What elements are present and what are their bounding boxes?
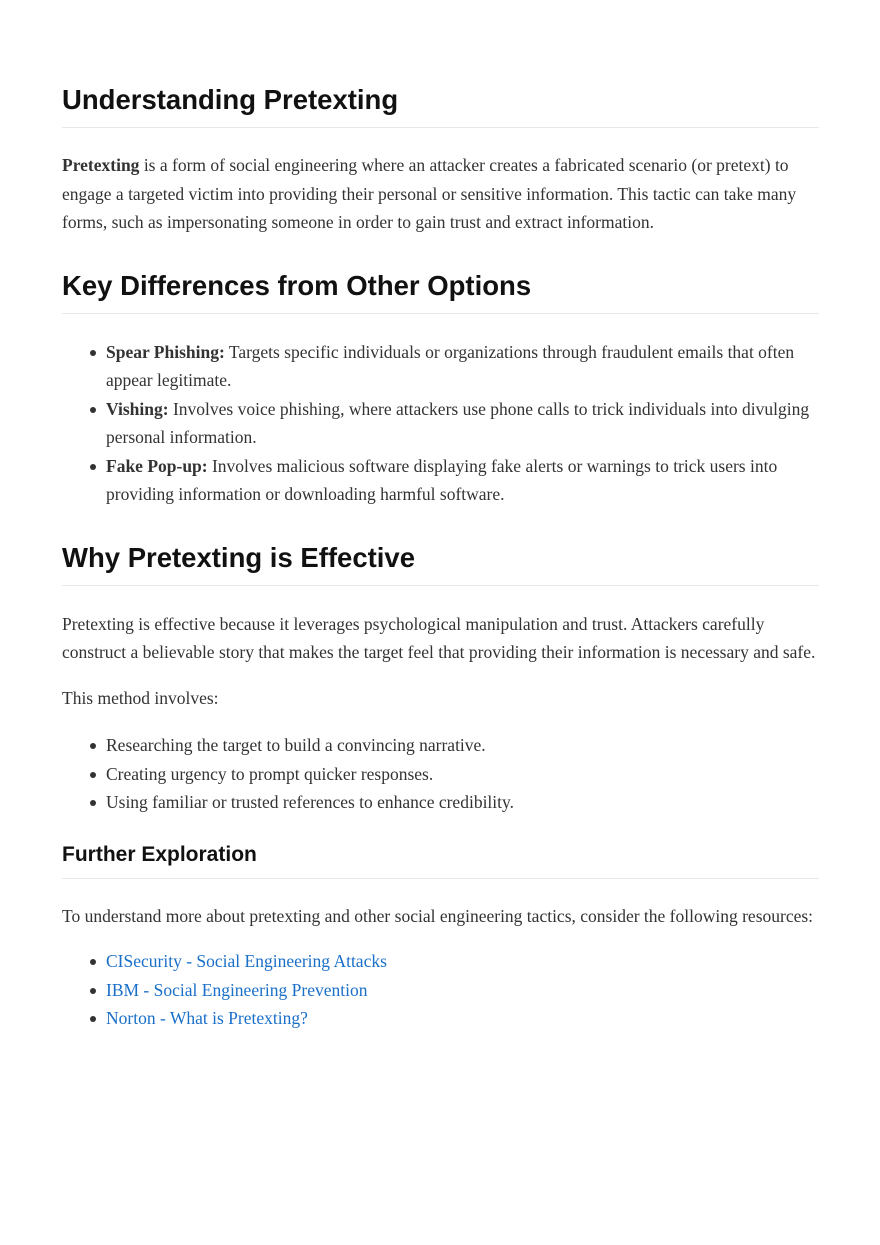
- differences-list: [62, 338, 819, 509]
- pretexting-term: Pretexting: [62, 155, 140, 175]
- list-item: Using familiar or trusted references to enhance credibility.: [106, 788, 819, 817]
- effective-paragraph: Pretexting is effective because it leverages psychological manipulation and trust. Attackers carefully construct a believable story that makes the target feel that providing their information is necessary and safe.: [62, 613, 816, 662]
- list-item: [106, 1004, 819, 1033]
- item-term: Spear Phishing:: [106, 341, 225, 362]
- item-term: Fake Pop-up:: [106, 455, 208, 476]
- heading-key-differences: Key Differences from Other Options: [62, 269, 819, 314]
- list-item: [106, 338, 819, 395]
- pretexting-definition: [62, 151, 819, 237]
- pretexting-definition-text: is a form of social engineering where an attacker creates a fabricated scenario (or pretext) to engage a targeted victim into providing their personal or sensitive information. This tactic can take many forms, such as impersonating someone in order to gain trust and extract information.: [62, 155, 797, 232]
- list-item: Creating urgency to prompt quicker responses.: [106, 760, 819, 789]
- item-text: Targets specific individuals or organizations through fraudulent emails that often appear legitimate.: [106, 341, 795, 390]
- list-item: [106, 947, 819, 976]
- item-text: Involves voice phishing, where attackers use phone calls to trick individuals into divulging personal information.: [106, 398, 810, 447]
- link-cisecurity[interactable]: CISecurity - Social Engineering Attacks: [106, 951, 387, 971]
- list-item: [106, 976, 819, 1005]
- heading-understanding-pretexting: Understanding Pretexting: [62, 83, 819, 128]
- link-ibm[interactable]: IBM - Social Engineering Prevention: [106, 979, 368, 1000]
- item-text: Involves malicious software displaying fake alerts or warnings to trick users into providing information or downloading harmful software.: [106, 455, 778, 504]
- resources-paragraph: To understand more about pretexting and other social engineering tactics, consider the following resources:: [62, 905, 814, 926]
- heading-why-effective: Why Pretexting is Effective: [62, 541, 819, 586]
- method-intro: This method involves:: [62, 687, 219, 708]
- item-term: Vishing:: [106, 398, 169, 419]
- list-item: [106, 452, 819, 509]
- list-item: [106, 395, 819, 452]
- link-norton[interactable]: Norton - What is Pretexting?: [106, 1008, 308, 1028]
- list-item: Researching the target to build a convincing narrative.: [106, 731, 819, 760]
- heading-further-exploration: Further Exploration: [62, 841, 819, 879]
- document: [62, 70, 819, 1033]
- resources-list: [62, 947, 819, 1033]
- method-list: [62, 731, 819, 817]
